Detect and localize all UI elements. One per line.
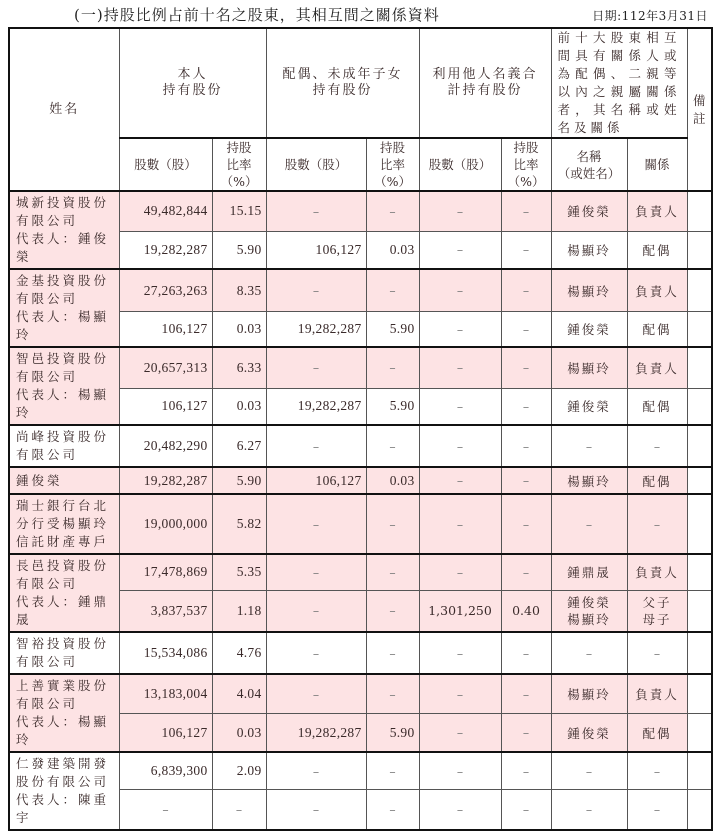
cell-remarks <box>687 590 712 632</box>
cell-rel: 配偶 <box>627 714 687 752</box>
cell-sp-pct: 5.90 <box>366 714 419 752</box>
cell-nm-shares: – <box>419 790 501 830</box>
cell-sp-shares: 19,282,287 <box>266 388 366 425</box>
rel-name-l2: （或姓名） <box>557 165 621 181</box>
cell-nm-pct: – <box>501 494 551 554</box>
cell-pct: 0.03 <box>212 312 266 347</box>
pct-l3: （%） <box>220 174 258 189</box>
shareholder-name-line: 信託財產專戶 <box>16 534 110 549</box>
cell-sp-shares: – <box>266 590 366 632</box>
cell-pct: 8.35 <box>212 269 266 312</box>
cell-sp-pct: – <box>366 191 419 231</box>
cell-sp-shares: – <box>266 752 366 790</box>
header-self-pct <box>212 138 266 191</box>
cell-sp-pct: – <box>366 425 419 467</box>
shareholder-name <box>9 191 119 269</box>
shareholder-name <box>9 674 119 752</box>
cell-shares: 19,282,287 <box>119 231 212 269</box>
cell-nm-pct: – <box>501 467 551 494</box>
shareholder-name-line: 代表人：鍾鼎晟 <box>16 594 110 627</box>
header-spouse-holding <box>266 28 419 138</box>
cell-rel: – <box>627 494 687 554</box>
cell-shares: 49,482,844 <box>119 191 212 231</box>
shareholder-name-line: 長邑投資股份 <box>16 558 110 573</box>
header-nominee-holding <box>419 28 551 138</box>
cell-sp-pct: – <box>366 632 419 674</box>
cell-sp-pct: – <box>366 752 419 790</box>
cell-sp-pct: – <box>366 674 419 714</box>
cell-remarks <box>687 714 712 752</box>
shareholder-name-line: 仁發建築開發 <box>16 756 110 771</box>
cell-nm-shares: – <box>419 231 501 269</box>
cell-sp-shares: – <box>266 494 366 554</box>
cell-pct: – <box>212 790 266 830</box>
cell-remarks <box>687 312 712 347</box>
cell-nm-pct: – <box>501 752 551 790</box>
cell-sp-pct: 0.03 <box>366 231 419 269</box>
table-row <box>9 494 712 554</box>
cell-nm-pct: – <box>501 674 551 714</box>
cell-sp-shares: 19,282,287 <box>266 714 366 752</box>
header-relation-type: 關係 <box>627 138 687 191</box>
cell-nm-pct: – <box>501 269 551 312</box>
shareholder-name-line: 有限公司 <box>16 654 79 669</box>
rel-name-l1: 名稱 <box>576 148 602 164</box>
cell-nm-pct: 0.40 <box>501 590 551 632</box>
cell-sp-shares: – <box>266 191 366 231</box>
cell-nm-shares: – <box>419 632 501 674</box>
cell-rel-name: 鍾鼎晟 <box>551 554 627 590</box>
cell-nm-pct: – <box>501 632 551 674</box>
cell-sp-shares: 106,127 <box>266 231 366 269</box>
pct-l2: 比率 <box>380 157 406 172</box>
cell-pct: 5.90 <box>212 467 266 494</box>
cell-shares: – <box>119 790 212 830</box>
cell-remarks <box>687 674 712 714</box>
table-title: (一)持股比例占前十名之股東，其相互間之關係資料 <box>74 6 440 24</box>
header-relationship: 前十大股東相互間具有關係人或為配偶、二親等以內之親屬關係者，其名稱或姓名及關係 <box>551 28 687 138</box>
cell-pct: 4.04 <box>212 674 266 714</box>
pct-l1: 持股 <box>513 140 539 155</box>
table-row <box>9 347 712 388</box>
cell-sp-pct: – <box>366 347 419 388</box>
cell-nm-shares: – <box>419 554 501 590</box>
report-date: 日期:112年3月31日 <box>592 9 708 23</box>
cell-rel-name: – <box>551 790 627 830</box>
shareholder-name-line: 有限公司 <box>16 447 79 462</box>
cell-pct: 6.33 <box>212 347 266 388</box>
cell-nm-shares: – <box>419 714 501 752</box>
cell-nm-shares: 1,301,250 <box>419 590 501 632</box>
header-self-holding <box>119 28 266 138</box>
table-row <box>9 752 712 790</box>
shareholder-name <box>9 554 119 632</box>
shareholder-name-line: 分行受楊顯玲 <box>16 516 110 531</box>
cell-pct: 0.03 <box>212 714 266 752</box>
shareholder-relationship-table <box>8 27 713 831</box>
cell-nm-pct: – <box>501 714 551 752</box>
shareholder-name-line: 代表人：楊顯玲 <box>16 714 110 747</box>
table-row <box>9 674 712 714</box>
cell-nm-pct: – <box>501 347 551 388</box>
cell-remarks <box>687 269 712 312</box>
shareholder-name-line: 智邑投資股份 <box>16 351 110 366</box>
cell-nm-pct: – <box>501 231 551 269</box>
cell-remarks <box>687 494 712 554</box>
shareholder-name <box>9 494 119 554</box>
table-row <box>9 191 712 231</box>
shareholder-name-line: 有限公司 <box>16 291 79 306</box>
cell-remarks <box>687 231 712 269</box>
header-related-name <box>551 138 627 191</box>
cell-nm-shares: – <box>419 467 501 494</box>
cell-rel-name: 楊顯玲 <box>551 269 627 312</box>
cell-nm-shares: – <box>419 347 501 388</box>
cell-sp-pct: – <box>366 590 419 632</box>
cell-remarks <box>687 752 712 790</box>
cell-pct: 6.27 <box>212 425 266 467</box>
cell-nm-shares: – <box>419 269 501 312</box>
cell-rel: 配偶 <box>627 467 687 494</box>
cell-rel-name: – <box>551 425 627 467</box>
cell-remarks <box>687 191 712 231</box>
cell-pct: 5.90 <box>212 231 266 269</box>
cell-shares: 19,282,287 <box>119 467 212 494</box>
cell-sp-pct: 5.90 <box>366 312 419 347</box>
cell-sp-pct: 0.03 <box>366 467 419 494</box>
cell-rel: 負責人 <box>627 269 687 312</box>
pct-l3: （%） <box>507 174 545 189</box>
cell-rel-name: – <box>551 494 627 554</box>
pct-l1: 持股 <box>226 140 252 155</box>
cell-sp-shares: – <box>266 269 366 312</box>
shareholder-name-line: 城新投資股份 <box>16 195 110 210</box>
shareholder-name-line: 有限公司 <box>16 213 79 228</box>
cell-rel-name: – <box>551 632 627 674</box>
header-spouse-l2: 持有股份 <box>312 83 373 98</box>
cell-shares: 6,839,300 <box>119 752 212 790</box>
cell-rel-name: 鍾俊榮 <box>551 312 627 347</box>
cell-rel: 負責人 <box>627 554 687 590</box>
pct-l1: 持股 <box>380 140 406 155</box>
cell-nm-shares: – <box>419 494 501 554</box>
header-nominee-l1: 利用他人名義合 <box>432 67 538 82</box>
shareholder-name-line: 上善實業股份 <box>16 678 110 693</box>
table-row <box>9 632 712 674</box>
shareholder-name <box>9 425 119 467</box>
cell-sp-pct: – <box>366 554 419 590</box>
cell-pct: 1.18 <box>212 590 266 632</box>
cell-sp-pct: – <box>366 790 419 830</box>
shareholder-name <box>9 632 119 674</box>
shareholder-name-line: 瑞士銀行台北 <box>16 498 110 513</box>
cell-nm-shares: – <box>419 191 501 231</box>
cell-shares: 15,534,086 <box>119 632 212 674</box>
cell-pct: 4.76 <box>212 632 266 674</box>
cell-sp-shares: – <box>266 347 366 388</box>
pct-l2: 比率 <box>226 157 252 172</box>
cell-pct: 2.09 <box>212 752 266 790</box>
cell-nm-shares: – <box>419 388 501 425</box>
cell-remarks <box>687 388 712 425</box>
header-spouse-pct <box>366 138 419 191</box>
cell-rel: 配偶 <box>627 388 687 425</box>
cell-rel-name: 鍾俊榮 <box>551 191 627 231</box>
cell-pct: 15.15 <box>212 191 266 231</box>
cell-pct: 0.03 <box>212 388 266 425</box>
cell-rel: 配偶 <box>627 312 687 347</box>
table-row <box>9 269 712 312</box>
cell-rel: – <box>627 752 687 790</box>
header-self-shares: 股數（股） <box>119 138 212 191</box>
header-nominee-pct <box>501 138 551 191</box>
cell-rel-name: 楊顯玲 <box>551 231 627 269</box>
cell-rel-name: 楊顯玲 <box>551 674 627 714</box>
table-body <box>9 191 712 830</box>
shareholder-name-line: 代表人：鍾俊榮 <box>16 231 110 264</box>
header-nominee-l2: 計持有股份 <box>447 83 523 98</box>
shareholder-name-line: 有限公司 <box>16 696 79 711</box>
cell-nm-pct: – <box>501 191 551 231</box>
cell-rel: – <box>627 790 687 830</box>
header-self-l2: 持有股份 <box>162 83 223 98</box>
cell-nm-pct: – <box>501 312 551 347</box>
shareholder-name <box>9 467 119 494</box>
cell-nm-pct: – <box>501 790 551 830</box>
cell-shares: 19,000,000 <box>119 494 212 554</box>
cell-shares: 106,127 <box>119 714 212 752</box>
cell-shares: 20,657,313 <box>119 347 212 388</box>
cell-shares: 3,837,537 <box>119 590 212 632</box>
header-name: 姓名 <box>9 28 119 191</box>
cell-sp-shares: 106,127 <box>266 467 366 494</box>
shareholder-name-line: 代表人：楊顯玲 <box>16 309 110 342</box>
cell-pct: 5.35 <box>212 554 266 590</box>
cell-rel: 配偶 <box>627 231 687 269</box>
cell-shares: 106,127 <box>119 388 212 425</box>
cell-sp-pct: – <box>366 494 419 554</box>
shareholder-name-line: 代表人：楊顯玲 <box>16 387 110 420</box>
cell-remarks <box>687 554 712 590</box>
pct-l3: （%） <box>374 174 411 189</box>
cell-rel-name: 鍾俊榮 <box>551 714 627 752</box>
cell-line: 楊顯玲 <box>567 611 611 627</box>
header-nominee-shares: 股數（股） <box>419 138 501 191</box>
table-row <box>9 554 712 590</box>
cell-rel-name: 鍾俊榮 <box>551 388 627 425</box>
cell-nm-pct: – <box>501 388 551 425</box>
cell-nm-shares: – <box>419 425 501 467</box>
cell-remarks <box>687 632 712 674</box>
shareholder-name-line: 股份有限公司 <box>16 774 110 789</box>
shareholder-name-line: 尚峰投資股份 <box>16 429 110 444</box>
shareholder-name <box>9 752 119 830</box>
header-self-l1: 本人 <box>177 67 208 82</box>
cell-rel: 負責人 <box>627 674 687 714</box>
pct-l2: 比率 <box>513 157 539 172</box>
cell-sp-shares: – <box>266 790 366 830</box>
cell-sp-shares: 19,282,287 <box>266 312 366 347</box>
shareholder-name-line: 鍾俊榮 <box>16 472 63 488</box>
cell-sp-pct: – <box>366 269 419 312</box>
cell-nm-shares: – <box>419 752 501 790</box>
cell-nm-shares: – <box>419 312 501 347</box>
shareholder-name-line: 有限公司 <box>16 369 79 384</box>
cell-rel: – <box>627 632 687 674</box>
cell-shares: 20,482,290 <box>119 425 212 467</box>
cell-rel: – <box>627 425 687 467</box>
cell-sp-pct: 5.90 <box>366 388 419 425</box>
header-spouse-l1: 配偶、未成年子女 <box>282 67 403 82</box>
table-row <box>9 467 712 494</box>
cell-sp-shares: – <box>266 554 366 590</box>
cell-rel-name: – <box>551 752 627 790</box>
cell-nm-pct: – <box>501 554 551 590</box>
cell-rel: 負責人 <box>627 191 687 231</box>
header-remarks: 備註 <box>687 28 712 191</box>
cell-shares: 27,263,263 <box>119 269 212 312</box>
cell-remarks <box>687 347 712 388</box>
cell-remarks <box>687 467 712 494</box>
shareholder-name-line: 金基投資股份 <box>16 273 110 288</box>
cell-sp-shares: – <box>266 674 366 714</box>
shareholder-name-line: 代表人：陳重宇 <box>16 792 110 825</box>
shareholder-name <box>9 269 119 347</box>
cell-remarks <box>687 425 712 467</box>
cell-nm-shares: – <box>419 674 501 714</box>
cell-line: 鍾俊榮 <box>567 594 611 610</box>
cell-sp-shares: – <box>266 632 366 674</box>
cell-shares: 106,127 <box>119 312 212 347</box>
cell-rel: 負責人 <box>627 347 687 388</box>
cell-rel <box>627 590 687 632</box>
cell-shares: 17,478,869 <box>119 554 212 590</box>
cell-sp-shares: – <box>266 425 366 467</box>
cell-shares: 13,183,004 <box>119 674 212 714</box>
table-row <box>9 425 712 467</box>
shareholder-name-line: 有限公司 <box>16 576 79 591</box>
cell-pct: 5.82 <box>212 494 266 554</box>
shareholder-name <box>9 347 119 425</box>
shareholder-name-line: 智裕投資股份 <box>16 636 110 651</box>
cell-rel-name: 楊顯玲 <box>551 347 627 388</box>
cell-rel-name: 楊顯玲 <box>551 467 627 494</box>
cell-rel-name <box>551 590 627 632</box>
cell-line: 父子 <box>642 594 672 610</box>
cell-line: 母子 <box>642 611 672 627</box>
cell-nm-pct: – <box>501 425 551 467</box>
cell-remarks <box>687 790 712 830</box>
header-spouse-shares: 股數（股） <box>266 138 366 191</box>
